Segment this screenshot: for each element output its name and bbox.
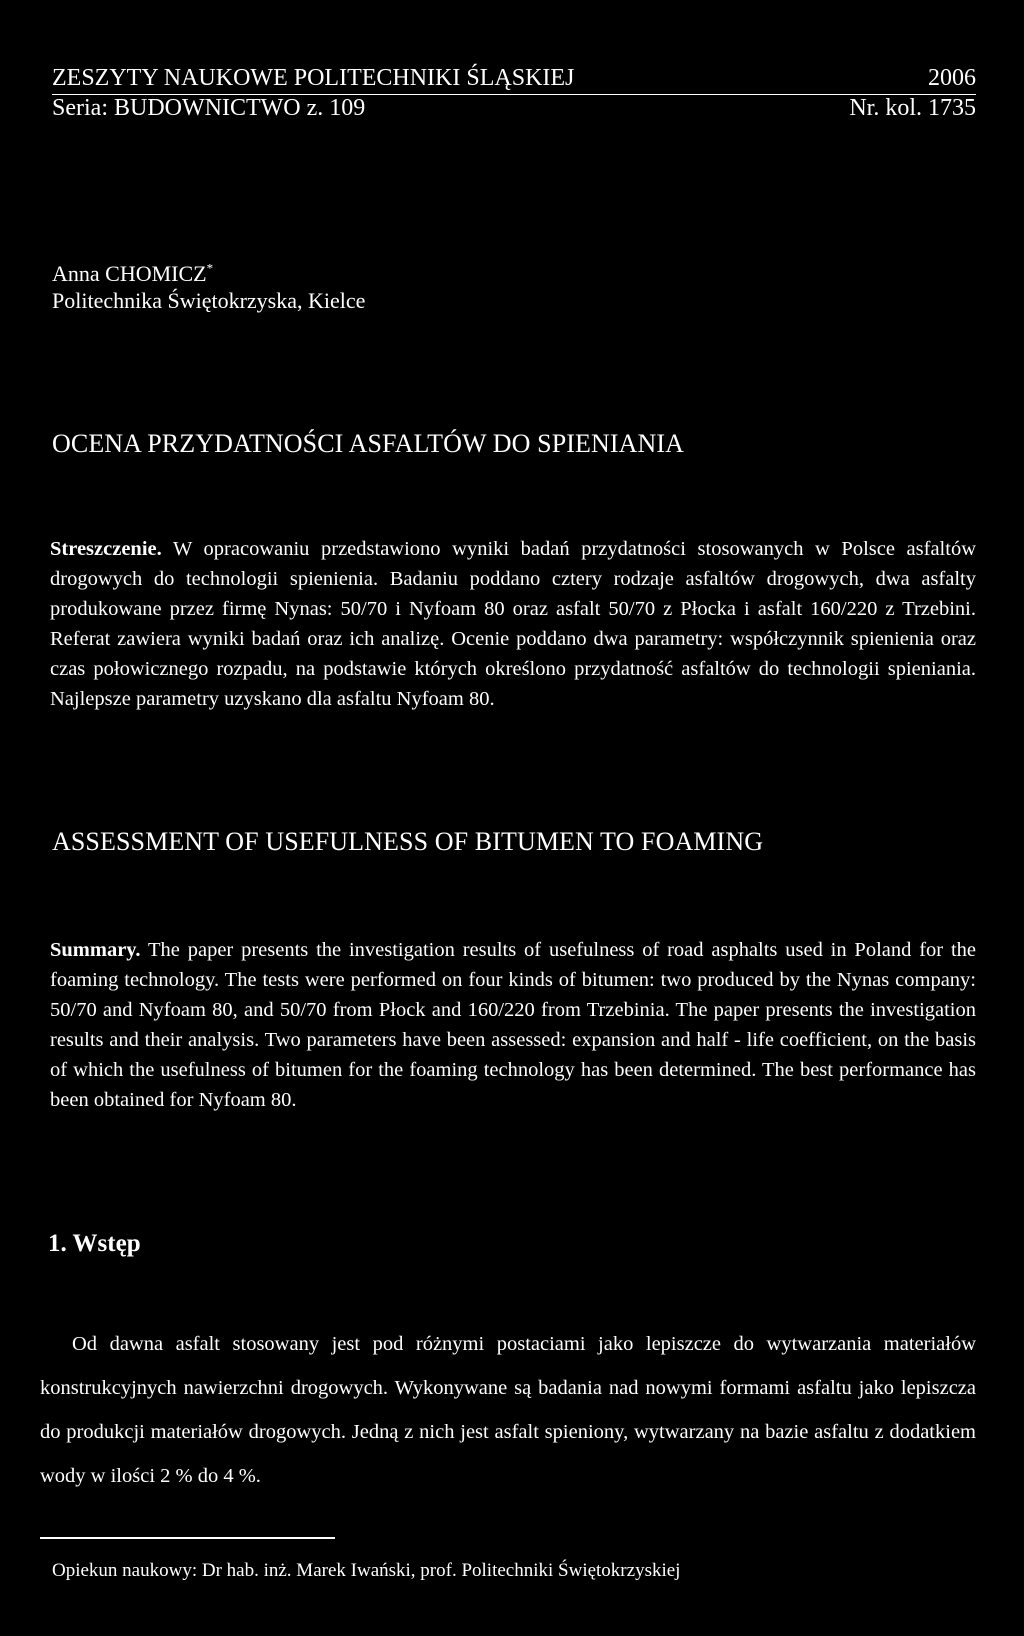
- publication-year: 2006: [928, 65, 976, 91]
- author-affiliation: Politechnika Świętokrzyska, Kielce: [52, 288, 366, 313]
- abstract-pl-text: W opracowaniu przedstawiono wyniki badań przydatności stosowanych w Polsce asfaltów drogowych do technologii spienienia. Badaniu poddano cztery rodzaje asfaltów drogowych, dwa asfalty produkowane przez firmę Nynas: 50/70 i Nyfoam 80 oraz asfalt 50/70 z Płocka i asfalt 160/220 z Trzebini. Referat zawiera wyniki badań oraz ich analizę. Ocenie poddano dwa parametry: współczynnik spienienia oraz czas połowicznego rozpadu, na podstawie których określono przydatność asfaltów do technologii spieniania. Najlepsze parametry uzyskano dla asfaltu Nyfoam 80.: [50, 538, 976, 710]
- section-heading: 1. Wstęp: [48, 1230, 141, 1257]
- series-info: Seria: BUDOWNICTWO z. 109: [52, 95, 366, 121]
- abstract-pl: [50, 534, 976, 714]
- section-intro-text: Od dawna asfalt stosowany jest pod różnymi postaciami jako lepiszcze do wytwarzania materiałów konstrukcyjnych nawierzchni drogowych. Wykonywane są badania nad nowymi formami asfaltu jako lepiszcza do produkcji materiałów drogowych. Jedną z nich jest asfalt spieniony, wytwarzany na bazie asfaltu z dodatkiem wody w ilości 2 % do 4 %.: [40, 1333, 976, 1487]
- author-name: Anna CHOMICZ: [52, 261, 207, 286]
- abstract-en-text: The paper presents the investigation results of usefulness of road asphalts used in Poland for the foaming technology. The tests were performed on four kinds of bitumen: two produced by the Nynas company: 50/70 and Nyfoam 80, and 50/70 from Płock and 160/220 from Trzebinia. The paper presents the investigation results and their analysis. Two parameters have been assessed: expansion and half - life coefficient, on the basis of which the usefulness of bitumen for the foaming technology has been determined. The best performance has been obtained for Nyfoam 80.: [50, 939, 976, 1111]
- collection-number: Nr. kol. 1735: [849, 95, 976, 121]
- abstract-en: [50, 935, 976, 1115]
- author-name-line: [52, 260, 213, 288]
- footnote: Opiekun naukowy: Dr hab. inż. Marek Iwański, prof. Politechniki Świętokrzyskiej: [52, 1560, 681, 1581]
- journal-title: ZESZYTY NAUKOWE POLITECHNIKI ŚLĄSKIEJ: [52, 65, 575, 91]
- footnote-rule: [40, 1537, 335, 1539]
- abstract-pl-label: Streszczenie.: [50, 538, 162, 560]
- abstract-en-label: Summary.: [50, 939, 141, 961]
- author-footnote-mark: *: [206, 260, 214, 276]
- paper-title-en: ASSESSMENT OF USEFULNESS OF BITUMEN TO FOAMING: [52, 827, 764, 856]
- paper-title-pl: OCENA PRZYDATNOŚCI ASFALTÓW DO SPIENIANIA: [52, 429, 685, 458]
